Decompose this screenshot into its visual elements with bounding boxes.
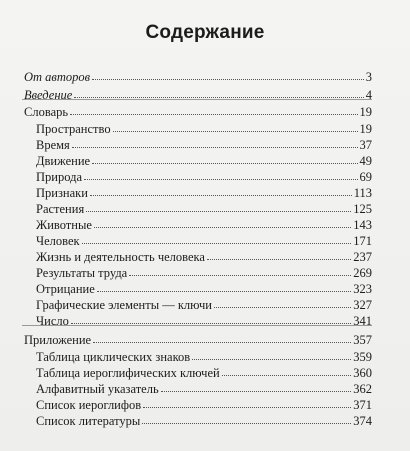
toc-entry-authors[interactable] [24, 68, 372, 86]
toc-entry-references[interactable] [36, 412, 372, 430]
toc-entry-label: От авторов [24, 70, 91, 84]
dot-leader [113, 120, 358, 132]
dot-leader [207, 248, 351, 260]
dot-leader [90, 184, 352, 196]
toc-entry-label: Список литературы [36, 414, 141, 428]
toc-entry-label: Человек [36, 234, 80, 248]
dot-leader [214, 296, 351, 308]
toc-entry-page: 327 [353, 298, 372, 312]
toc-entry-page: 269 [353, 266, 372, 280]
toc-entry-label: Список иероглифов [36, 398, 142, 412]
toc-entry-label: Введение [24, 88, 73, 102]
toc-entry-page: 4 [365, 88, 372, 102]
toc-entry-page: 323 [353, 282, 372, 296]
toc-entry-label: Животные [36, 218, 92, 232]
dot-leader [192, 348, 351, 360]
toc-entry-label: Признаки [36, 186, 88, 200]
toc-entry-page: 362 [353, 382, 372, 396]
toc-entry-page: 357 [353, 333, 372, 347]
dot-leader [97, 280, 352, 292]
toc-entry-introduction[interactable] [24, 86, 372, 104]
toc-entry-label: Природа [36, 170, 83, 184]
toc-entry-page: 19 [359, 105, 372, 119]
dot-leader [71, 312, 351, 324]
toc-entry-label: Алфавитный указатель [36, 382, 159, 396]
toc-entry-page: 360 [353, 366, 372, 380]
toc-entry-label: Словарь [24, 105, 69, 119]
dot-leader [86, 200, 351, 212]
toc-entry-appendix[interactable] [24, 331, 372, 349]
dot-leader [143, 396, 351, 408]
page-title: Содержание [145, 22, 265, 43]
toc-entry-page: 19 [359, 122, 372, 136]
toc-entry-page: 143 [353, 218, 372, 232]
toc-entry-label: Число [36, 314, 69, 328]
dot-leader [161, 380, 352, 392]
toc-entry-label: Приложение [24, 333, 92, 347]
dot-leader [92, 152, 357, 164]
toc-entry-label: Результаты труда [36, 266, 128, 280]
toc-entry-label: Пространство [36, 122, 111, 136]
dot-leader [74, 86, 363, 98]
toc-entry-page: 341 [353, 314, 372, 328]
section-divider [22, 325, 372, 326]
section-divider [22, 99, 372, 100]
dot-leader [93, 331, 351, 343]
toc-entry-label: Время [36, 138, 70, 152]
dot-leader [82, 232, 352, 244]
toc-entry-page: 237 [353, 250, 372, 264]
dot-leader [129, 264, 351, 276]
toc-entry-dictionary[interactable] [24, 103, 372, 121]
toc-entry-page: 171 [353, 234, 372, 248]
toc-entry-label: Таблица иероглифических ключей [36, 366, 220, 380]
toc-entry-page: 37 [359, 138, 372, 152]
toc-entry-page: 371 [353, 398, 372, 412]
toc-entry-label: Отрицание [36, 282, 95, 296]
toc-entry-page: 359 [353, 350, 372, 364]
dot-leader [222, 364, 352, 376]
toc-entry-label: Жизнь и деятельность человека [36, 250, 205, 264]
dot-leader [92, 68, 364, 80]
toc-entry-number[interactable] [36, 312, 372, 330]
toc-entry-label: Графические элементы — ключи [36, 298, 212, 312]
toc-entry-label: Движение [36, 154, 91, 168]
toc-entry-page: 49 [359, 154, 372, 168]
toc-entry-label: Растения [36, 202, 85, 216]
toc-entry-page: 113 [353, 186, 372, 200]
toc-entry-page: 125 [353, 202, 372, 216]
toc-entry-page: 3 [365, 70, 372, 84]
dot-leader [84, 168, 357, 180]
dot-leader [94, 216, 351, 228]
toc-entry-page: 374 [353, 414, 372, 428]
toc-entry-page: 69 [359, 170, 372, 184]
dot-leader [72, 136, 358, 148]
dot-leader [70, 103, 357, 115]
dot-leader [142, 412, 351, 424]
toc-entry-label: Таблица циклических знаков [36, 350, 191, 364]
